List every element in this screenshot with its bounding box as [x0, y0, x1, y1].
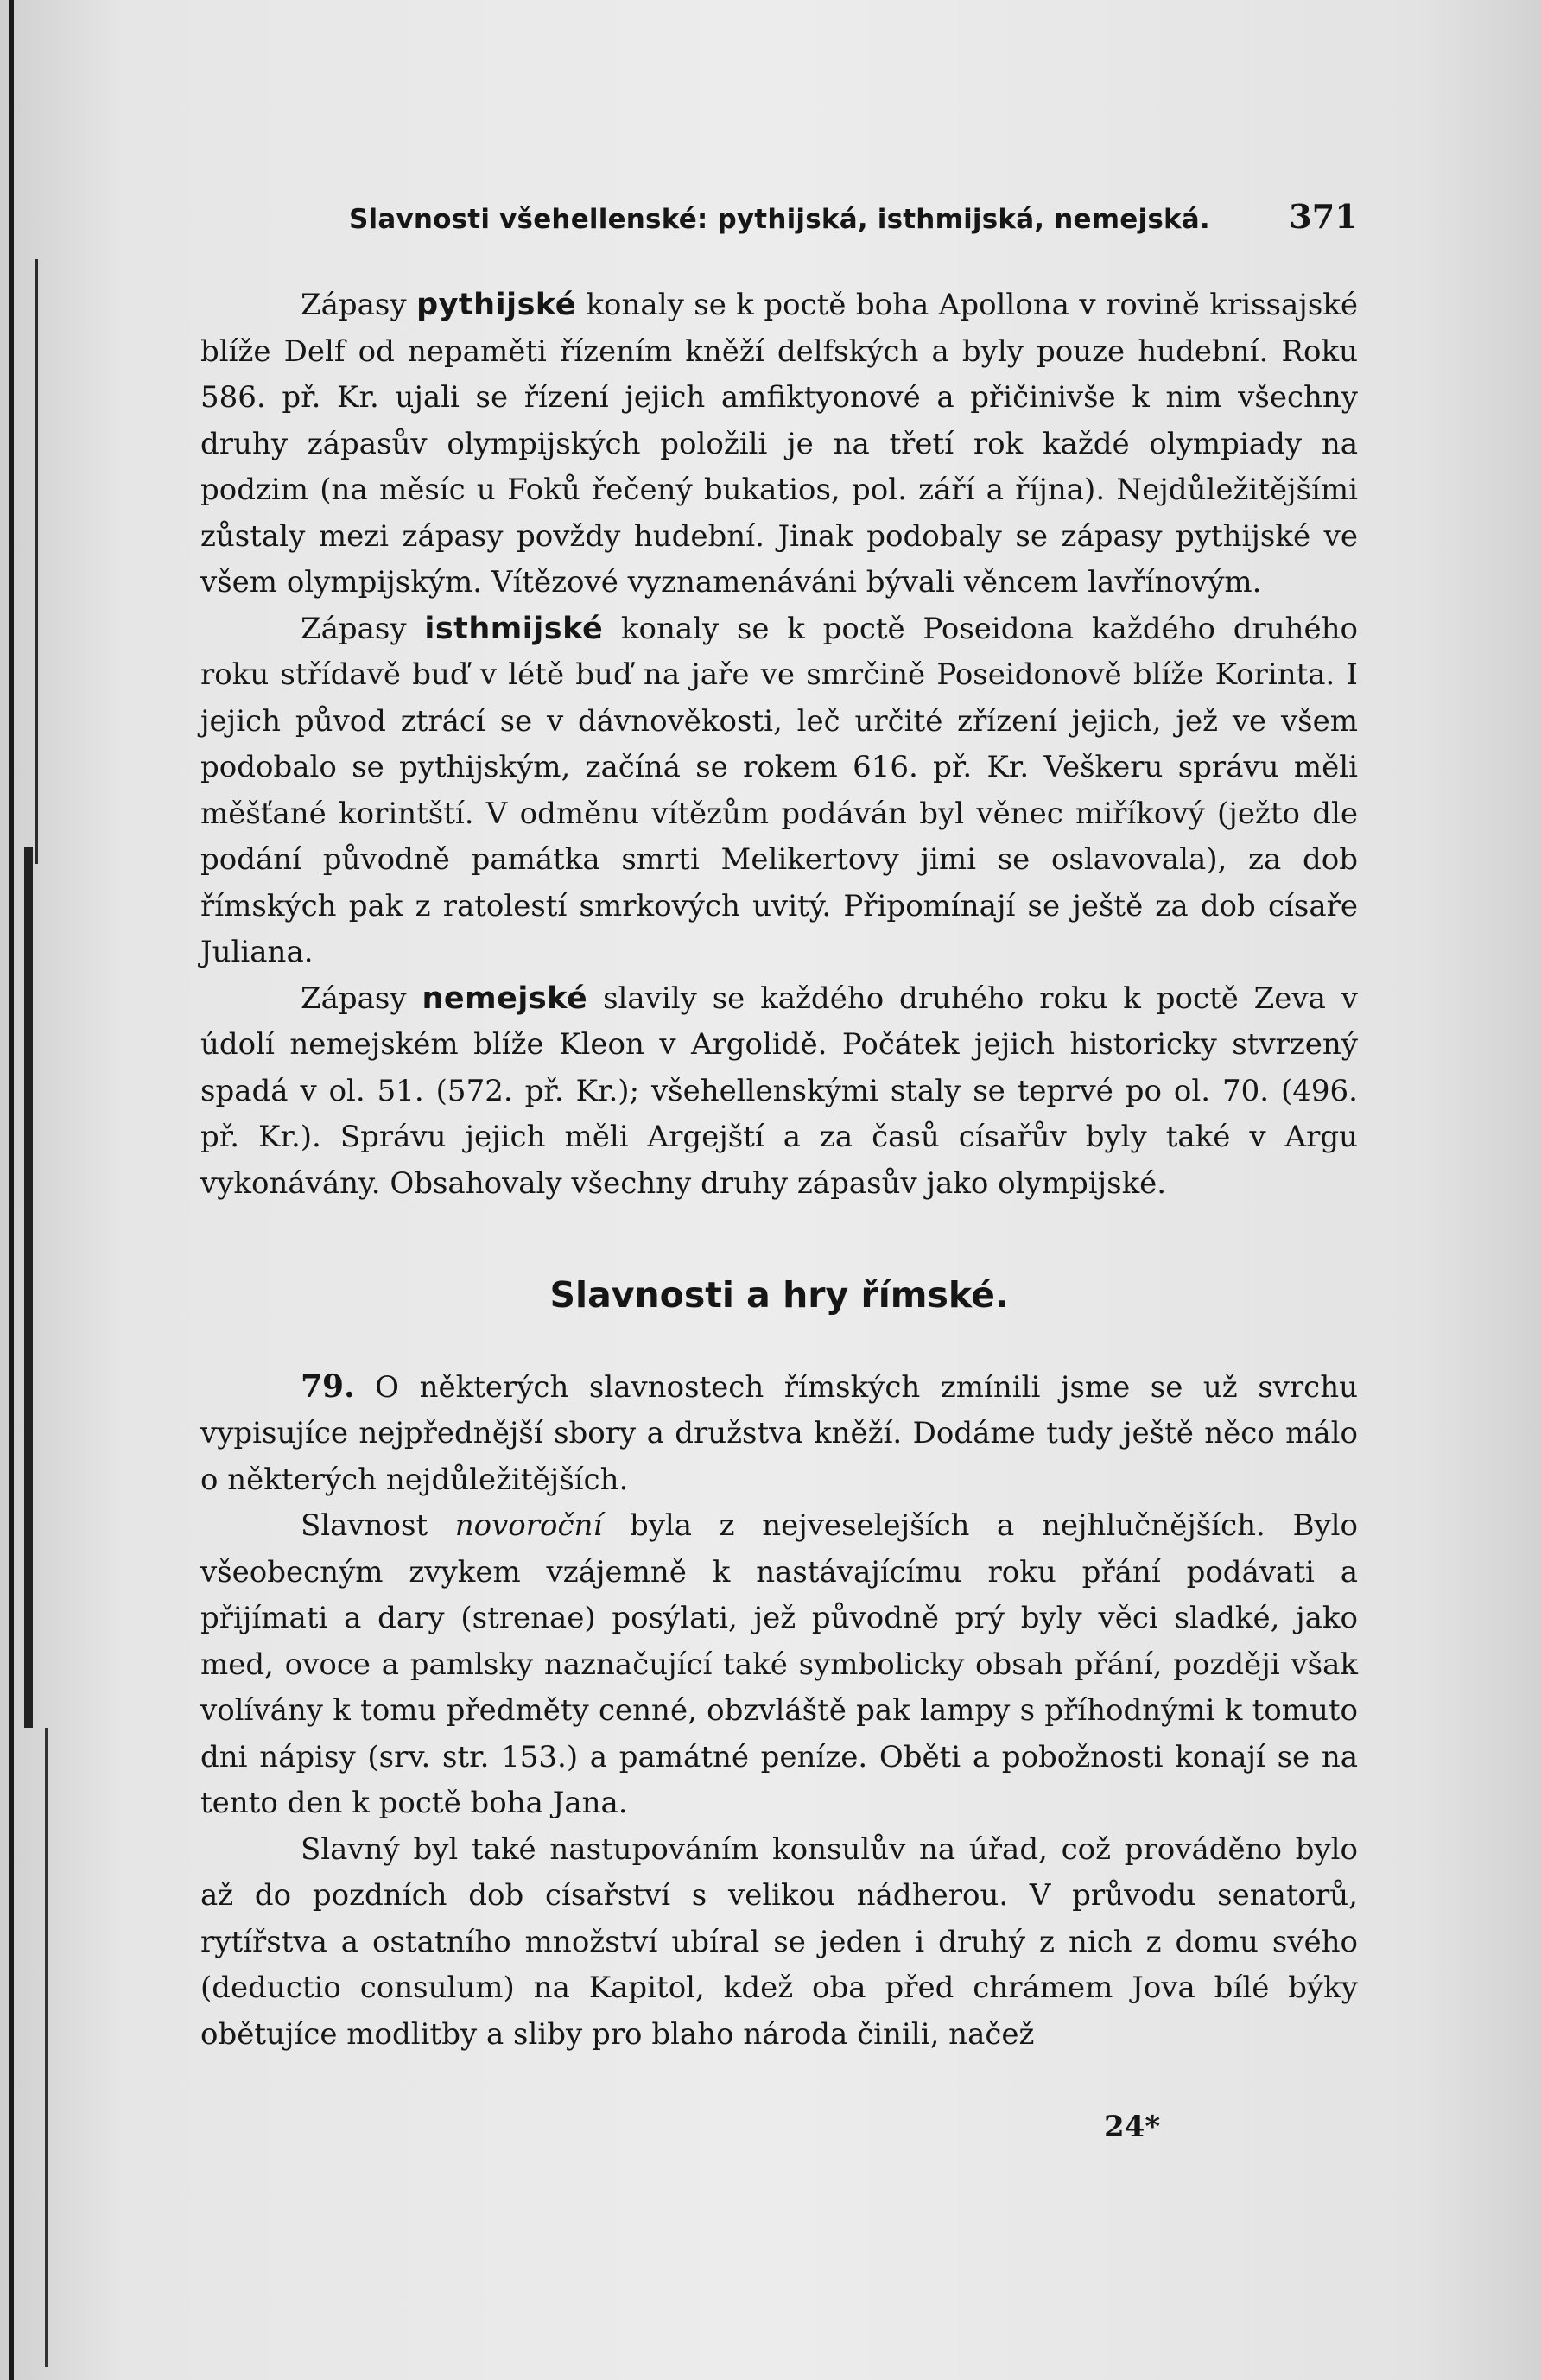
- paragraph-79: [200, 1364, 1358, 1504]
- section-title: Slavnosti a hry římské.: [549, 1274, 1009, 1316]
- binding-edge: [9, 0, 14, 2380]
- paragraph-text: konaly se k poctě Poseidona každého druhého roku střídavě buď v létě buď na jaře ve smrčině Poseidonově blíže Korinta. I jejich původ ztrácí se v dávnověkosti, leč určité zřízení jejich, jež ve všem podobalo se pythijským, začíná se rokem 616. př. Kr. Veškeru správu měli měšťané korintští. V odměnu vítězům podáván byl věnec miříkový (ježto dle podání původně památka smrti Melikertovy jimi se oslavovala), za dob římských pak z ratolestí smrkových uvitý. Připomínají se ještě za dob císaře Juliana.: [200, 611, 1358, 969]
- paragraph-text: Zápasy: [301, 288, 417, 322]
- signature-mark: 24*: [1104, 2110, 1161, 2144]
- paragraph-text: byla z nejveselejších a nejhlučnějších. Bylo všeobecným zvykem vzájemně k nastávajícímu roku přání podávati a přijímati a dary (strenae) posýlati, jež původně prý byly věci sladké, jako med, ovoce a pamlsky naznačující také symbolicky obsah přání, později však volívány k tomu předměty cenné, obzvláště pak lampy s příhodnými k tomuto dni nápisy (srv. str. 153.) a památné peníze. Oběti a pobožnosti konají se na tento den k poctě boha Jana.: [200, 1508, 1358, 1820]
- running-head-title: Slavnosti všehellenské: pythijská, isthmijská, nemejská.: [349, 204, 1210, 235]
- paragraph-number: 79.: [301, 1368, 355, 1405]
- paragraph-text: Zápasy: [301, 611, 425, 646]
- paragraph-consuls: [200, 1827, 1358, 2059]
- italic-term-novorocni: novoroční: [454, 1508, 603, 1543]
- paragraph-text: Zápasy: [301, 981, 422, 1016]
- paragraph-new-year: [200, 1503, 1358, 1827]
- paragraph-pythian-games: [200, 282, 1358, 606]
- binding-edge-shadow-lower: [45, 1728, 48, 2367]
- term-pythijske: pythijské: [416, 288, 576, 322]
- paragraph-text: Slavný byl také nastupováním konsulův na úřad, což prováděno bylo až do pozdních dob císařství s velikou nádherou. V průvodu senatorů, rytířstva a ostatního množství ubíral se jeden i druhý z nich z domu svého (deductio consulum) na Kapitol, kdež oba před chrámem Jova bílé býky obětujíce modlitby a sliby pro blaho národa činili, načež: [200, 1831, 1358, 2052]
- page-content: [200, 197, 1358, 2058]
- page-number: 371: [1289, 197, 1358, 236]
- term-isthmijske: isthmijské: [424, 611, 604, 646]
- paragraph-nemean-games: [200, 976, 1358, 1208]
- paragraph-text: Slavnost: [301, 1508, 455, 1543]
- paragraph-text: slavily se každého druhého roku k poctě Zeva v údolí nemejském blíže Kleon v Argolidě. Počátek jejich historicky stvrzený spadá v ol. 51. (572. př. Kr.); všehellenskými staly se teprvé po ol. 70. (496. př. Kr.). Správu jejich měli Argejští a za časů císařův byly také v Argu vykonávány. Obsahovaly všechny druhy zápasův jako olympijské.: [200, 981, 1358, 1201]
- binding-edge-shadow-upper: [35, 259, 38, 864]
- term-nemejske: nemejské: [422, 981, 588, 1016]
- paragraph-text: konaly se k poctě boha Apollona v rovině krissajské blíže Delf od nepaměti řízením kněží delfských a byly pouze hudební. Roku 586. př. Kr. ujali se řízení jejich amfiktyonové a přičinivše k nim všechny druhy zápasův olympijských položili je na třetí rok každé olympiady na podzim (na měsíc u Foků řečený bukatios, pol. září a října). Nejdůležitějšími zůstaly mezi zápasy povždy hudební. Jinak podobaly se zápasy pythijské ve všem olympijským. Vítězové vyznamenáváni bývali věncem lavřínovým.: [200, 288, 1358, 600]
- paragraph-text: O některých slavnostech římských zmínili jsme se už svrchu vypisujíce nejpřednější sbory a družstva kněží. Dodáme tudy ještě něco málo o některých nejdůležitějších.: [200, 1369, 1358, 1497]
- body-text: [200, 282, 1358, 2058]
- binding-edge-shadow: [24, 847, 33, 1728]
- paragraph-isthmian-games: [200, 606, 1358, 976]
- running-head: [349, 197, 1358, 236]
